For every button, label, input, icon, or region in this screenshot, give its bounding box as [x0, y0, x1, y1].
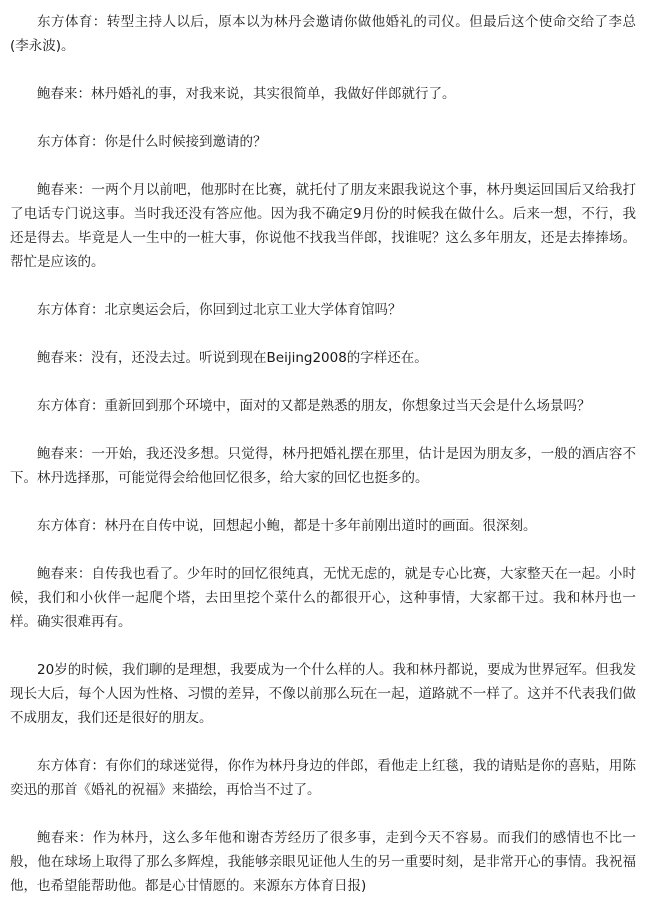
paragraph-9: 东方体育：林丹在自传中说，回想起小鲍，都是十多年前刚出道时的画面。很深刻。	[37, 518, 537, 534]
paragraph-10: 鲍春来：自传我也看了。少年时的回忆很纯真，无忧无虑的，就是专心比赛，大家整天在一起。小时候，我们和小伙伴一起爬个塔，去田里挖个菜什么的都很开心，这种事情，大家都干过。我和林丹也一样。确实很难再有。	[10, 566, 636, 630]
paragraph-11: 20岁的时候，我们聊的是理想，我要成为一个什么样的人。我和林丹都说，要成为世界冠军。但我发现长大后，每个人因为性格、习惯的差异，不像以前那么玩在一起，道路就不一样了。这并不代表我们做不成朋友，我们还是很好的朋友。	[10, 662, 636, 726]
paragraph-6: 鲍春来：没有，还没去过。听说到现在Beijing2008的字样还在。	[37, 350, 428, 366]
paragraph-2: 鲍春来：林丹婚礼的事，对我来说，其实很简单，我做好伴郎就行了。	[37, 86, 456, 102]
paragraph-5: 东方体育：北京奥运会后，你回到过北京工业大学体育馆吗？	[37, 302, 402, 318]
paragraph-7: 东方体育：重新回到那个环境中，面对的又都是熟悉的朋友，你想象过当天会是什么场景吗？	[37, 398, 591, 414]
paragraph-4: 鲍春来：一两个月以前吧，他那时在比赛，就托付了朋友来跟我说这个事，林丹奥运回国后又给我打了电话专门说这事。当时我还没有答应他。因为我不确定9月份的时候我在做什么。后来一想，不行，我还是得去。毕竟是人一生中的一桩大事，你说他不找我当伴郎，找谁呢？这么多年朋友，还是去捧捧场。帮忙是应该的。	[10, 182, 636, 270]
paragraph-12: 东方体育：有你们的球迷觉得，你作为林丹身边的伴郎，看他走上红毯，我的请贴是你的喜贴，用陈奕迅的那首《婚礼的祝福》来描绘，再恰当不过了。	[10, 758, 636, 798]
paragraph-3: 东方体育：你是什么时候接到邀请的？	[37, 134, 267, 150]
paragraph-13: 鲍春来：作为林丹，这么多年他和谢杏芳经历了很多事，走到今天不容易。而我们的感情也不比一般，他在球场上取得了那么多辉煌，我能够亲眼见证他人生的另一重要时刻，是非常开心的事情。我祝福他，也希望能帮助他。都是心甘情愿的。来源东方体育日报)	[10, 830, 636, 894]
paragraph-8: 鲍春来：一开始，我还没多想。只觉得，林丹把婚礼摆在那里，估计是因为朋友多，一般的酒店容不下。林丹选择那，可能觉得会给他回忆很多，给大家的回忆也挺多的。	[10, 446, 636, 486]
paragraph-1: 东方体育：转型主持人以后，原本以为林丹会邀请你做他婚礼的司仪。但最后这个使命交给了李总(李永波)。	[10, 14, 636, 54]
